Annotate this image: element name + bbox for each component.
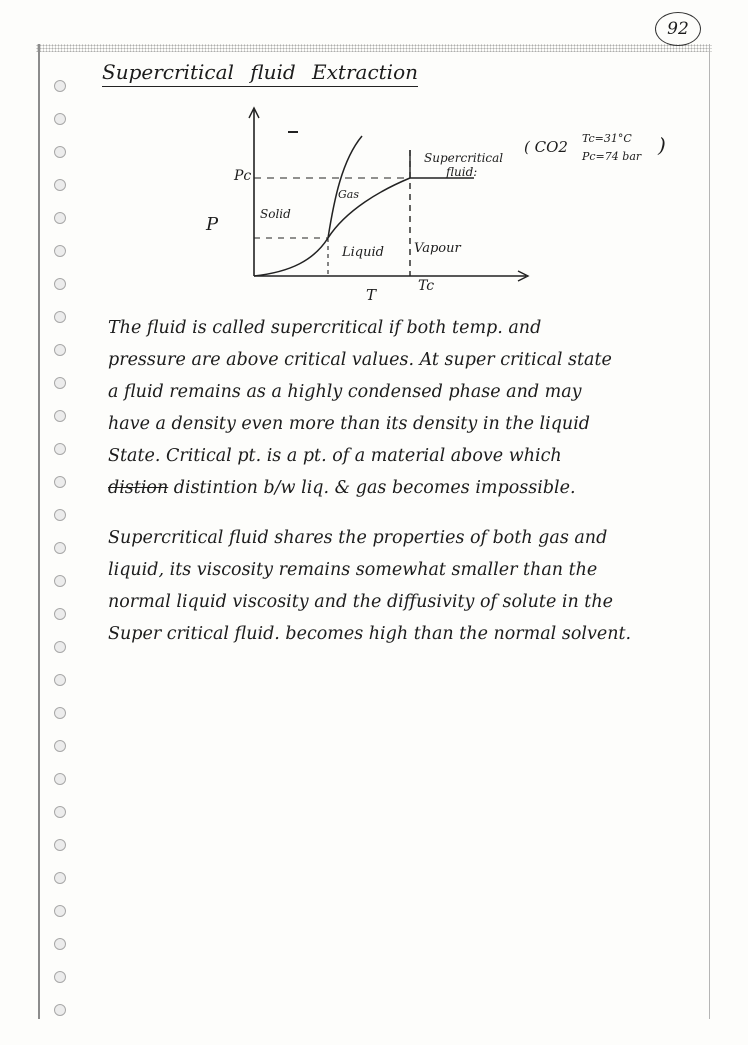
paragraph1-line: State. Critical pt. is a pt. of a material above which — [108, 446, 562, 466]
paragraph1-last-line — [108, 472, 704, 504]
region-liquid-label: Liquid — [342, 245, 384, 260]
paragraph2-line: Super critical fluid. becomes high than the normal solvent. — [108, 624, 632, 644]
title-word-1: Supercritical — [102, 60, 234, 84]
margin-rule — [38, 44, 40, 1019]
binding-hole — [54, 707, 66, 719]
binding-hole — [54, 872, 66, 884]
co2-open-label: ( CO2 — [524, 138, 568, 156]
binding-hole — [54, 410, 66, 422]
co2-close-label: ) — [658, 133, 666, 157]
binding-hole — [54, 509, 66, 521]
paragraph1-line: pressure are above critical values. At super critical state — [108, 350, 612, 370]
pc-label: Pc — [234, 168, 252, 184]
binding-hole — [54, 146, 66, 158]
binding-hole — [54, 377, 66, 389]
binding-hole — [54, 575, 66, 587]
paragraph2-line: Supercritical fluid shares the properties of both gas and — [108, 528, 608, 548]
page-title — [102, 60, 418, 87]
binding-hole — [54, 344, 66, 356]
struck-word: distion — [108, 478, 169, 498]
binding-hole — [54, 905, 66, 917]
binding-hole — [54, 773, 66, 785]
binding-hole — [54, 542, 66, 554]
region-vapour-label: Vapour — [414, 241, 461, 256]
phase-diagram-svg — [196, 100, 706, 310]
sublimation-curve — [254, 178, 410, 276]
binding-hole — [54, 1004, 66, 1016]
binding-hole — [54, 476, 66, 488]
paragraph-definition — [108, 312, 704, 504]
binding-hole — [54, 80, 66, 92]
binding-hole — [54, 674, 66, 686]
binding-hole — [54, 806, 66, 818]
binding-hole — [54, 641, 66, 653]
co2-pc-label: Pc=74 bar — [582, 150, 642, 163]
axis-y-label: P — [206, 214, 219, 235]
paragraph2-line: liquid, its viscosity remains somewhat smaller than the — [108, 560, 598, 580]
binding-hole — [54, 839, 66, 851]
paragraph1-line: have a density even more than its density in the liquid — [108, 414, 590, 434]
binding-hole — [54, 608, 66, 620]
co2-tc-label: Tc=31°C — [582, 132, 632, 145]
top-border-band — [36, 44, 712, 52]
binding-hole — [54, 179, 66, 191]
paragraph1-line: a fluid remains as a highly condensed phase and may — [108, 382, 582, 402]
axis-x-label: T — [366, 286, 377, 304]
supercritical-label-line2: fluid: — [446, 165, 478, 179]
binding-hole — [54, 938, 66, 950]
paragraph-properties — [108, 522, 704, 650]
paragraph2-line: normal liquid viscosity and the diffusivity of solute in the — [108, 592, 613, 612]
binding-hole — [54, 113, 66, 125]
binding-hole — [54, 443, 66, 455]
binding-hole — [54, 740, 66, 752]
binding-hole — [54, 278, 66, 290]
phase-diagram — [196, 100, 706, 310]
binding-hole — [54, 245, 66, 257]
paragraph1-line: The fluid is called supercritical if both temp. and — [108, 318, 542, 338]
region-solid-label: Solid — [260, 207, 291, 221]
right-rule — [709, 44, 710, 1019]
region-gas-label: Gas — [338, 188, 359, 201]
tc-label: Tc — [418, 278, 435, 294]
binding-hole — [54, 971, 66, 983]
last-line-rest: distintion b/w liq. & gas becomes impossible. — [168, 478, 576, 498]
melting-curve — [328, 136, 362, 238]
title-word-3: Extraction — [312, 60, 419, 84]
supercritical-label-line1: Supercritical — [424, 151, 504, 165]
binding-hole — [54, 311, 66, 323]
binding-holes — [54, 80, 68, 1000]
page-number — [655, 12, 701, 46]
page-number-text: 92 — [667, 19, 689, 39]
binding-hole — [54, 212, 66, 224]
title-word-2: fluid — [250, 60, 296, 84]
